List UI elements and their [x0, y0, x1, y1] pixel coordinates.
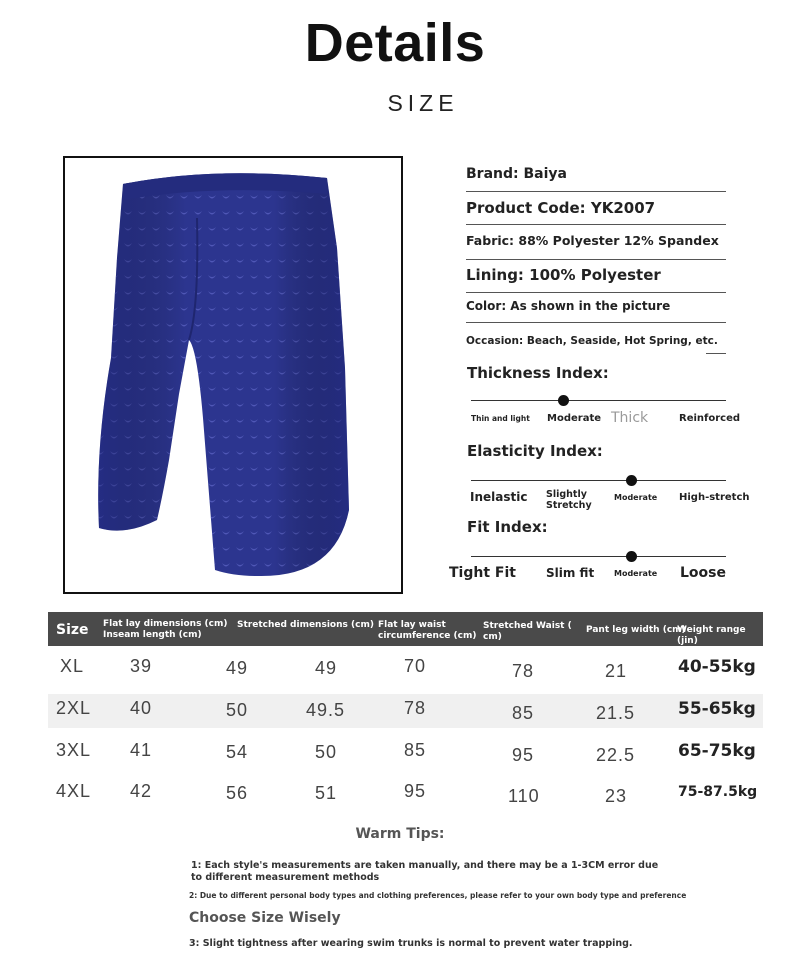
elasticity-option: Inelastic — [470, 490, 528, 504]
cell-flat-waist: 85 — [404, 740, 427, 760]
cell-weight: 55-65kg — [678, 699, 756, 719]
table-row — [48, 646, 763, 680]
header-stretched-waist-cont: cm) — [483, 632, 502, 642]
elasticity-option: Slightly Stretchy — [546, 489, 592, 511]
elasticity-option: High-stretch — [679, 492, 750, 503]
fit-option: Slim fit — [546, 566, 595, 580]
fabric-label: Fabric: 88% Polyester 12% Spandex — [466, 233, 719, 248]
fit-option: Tight Fit — [449, 565, 516, 581]
cell-flat-waist: 78 — [404, 698, 427, 718]
fit-option: Moderate — [614, 569, 658, 578]
cell-flat: 39 — [130, 656, 153, 676]
cell-leg: 22.5 — [596, 745, 636, 765]
header-stretched: Stretched dimensions (cm) — [237, 620, 374, 630]
thickness-scale — [471, 400, 726, 401]
table-row — [48, 778, 763, 812]
cell-stretched-waist: 85 — [512, 703, 535, 723]
cell-leg: 23 — [605, 786, 628, 806]
header-inseam: Inseam length (cm) — [103, 630, 202, 640]
elasticity-index-title: Elasticity Index: — [467, 442, 603, 460]
thickness-option: Reinforced — [679, 413, 741, 424]
header-weight: Weight range (jin) — [677, 625, 746, 646]
cell-stretched-waist: 78 — [512, 661, 535, 681]
header-flat-waist-cont: circumference (cm) — [378, 631, 477, 641]
thickness-index-title: Thickness Index: — [467, 364, 609, 382]
cell-size: XL — [60, 656, 85, 676]
cell-flat: 41 — [130, 740, 153, 760]
tip-1-cont: to different measurement methods — [191, 872, 380, 883]
thickness-option: Thin and light — [471, 414, 530, 423]
cell-size: 3XL — [56, 740, 92, 760]
divider — [466, 322, 726, 323]
cell-stretched-waist: 110 — [508, 786, 540, 806]
cell-stretched-waist: 95 — [512, 745, 535, 765]
fit-marker — [626, 551, 637, 562]
divider — [466, 191, 726, 192]
thickness-option: Thick — [611, 410, 649, 426]
choose-size-heading: Choose Size Wisely — [189, 910, 341, 926]
elasticity-scale — [471, 480, 726, 481]
cell-stretched: 49 — [315, 658, 338, 678]
cell-leg: 21 — [605, 661, 628, 681]
cell-flat-waist: 95 — [404, 781, 427, 801]
elasticity-option: Moderate — [614, 493, 658, 502]
size-table-header — [48, 612, 763, 646]
table-row — [48, 694, 763, 728]
divider — [706, 353, 726, 354]
cell-stretched: 51 — [315, 783, 338, 803]
brand-label: Brand: Baiya — [466, 166, 567, 182]
cell-weight: 75-87.5kg — [678, 784, 758, 800]
product-photo-frame — [63, 156, 403, 594]
elasticity-marker — [626, 475, 637, 486]
tip-1: 1: Each style's measurements are taken manually, and there may be a 1-3CM error due — [191, 860, 659, 871]
page-title: Details — [304, 13, 486, 73]
tip-3: 3: Slight tightness after wearing swim trunks is normal to prevent water trapping. — [189, 938, 633, 949]
cell-inseam: 49 — [226, 658, 249, 678]
fit-scale — [471, 556, 726, 557]
header-stretched-waist: Stretched Waist ( — [483, 621, 572, 631]
cell-flat-waist: 70 — [404, 656, 427, 676]
header-leg-width: Pant leg width (cm) — [586, 625, 686, 635]
cell-stretched: 50 — [315, 742, 338, 762]
thickness-marker — [558, 395, 569, 406]
cell-size: 4XL — [56, 781, 92, 801]
header-flat-lay: Flat lay dimensions (cm) — [103, 619, 228, 629]
lining-label: Lining: 100% Polyester — [466, 266, 661, 284]
cell-weight: 40-55kg — [678, 657, 756, 677]
warm-tips-title: Warm Tips: — [355, 826, 445, 842]
table-row — [48, 736, 763, 770]
swim-shorts-image — [65, 158, 401, 592]
fit-option: Loose — [680, 565, 726, 581]
tip-2: 2: Due to different personal body types and clothing preferences, please refer to your own body type and preference — [189, 891, 687, 900]
header-size: Size — [56, 622, 89, 638]
cell-flat: 42 — [130, 781, 153, 801]
cell-size: 2XL — [56, 698, 92, 718]
cell-leg: 21.5 — [596, 703, 636, 723]
cell-stretched: 49.5 — [306, 700, 346, 720]
cell-weight: 65-75kg — [678, 741, 756, 761]
product-code-label: Product Code: YK2007 — [466, 199, 656, 217]
cell-inseam: 54 — [226, 742, 249, 762]
divider — [466, 259, 726, 260]
color-label: Color: As shown in the picture — [466, 299, 671, 313]
header-flat-waist: Flat lay waist — [378, 620, 446, 630]
cell-inseam: 56 — [226, 783, 249, 803]
occasion-label: Occasion: Beach, Seaside, Hot Spring, etc. — [466, 335, 718, 347]
cell-inseam: 50 — [226, 700, 249, 720]
thickness-option: Moderate — [547, 413, 602, 424]
fit-index-title: Fit Index: — [467, 518, 548, 536]
divider — [466, 292, 726, 293]
divider — [466, 224, 726, 225]
page-subtitle: SIZE — [387, 90, 459, 116]
cell-flat: 40 — [130, 698, 153, 718]
